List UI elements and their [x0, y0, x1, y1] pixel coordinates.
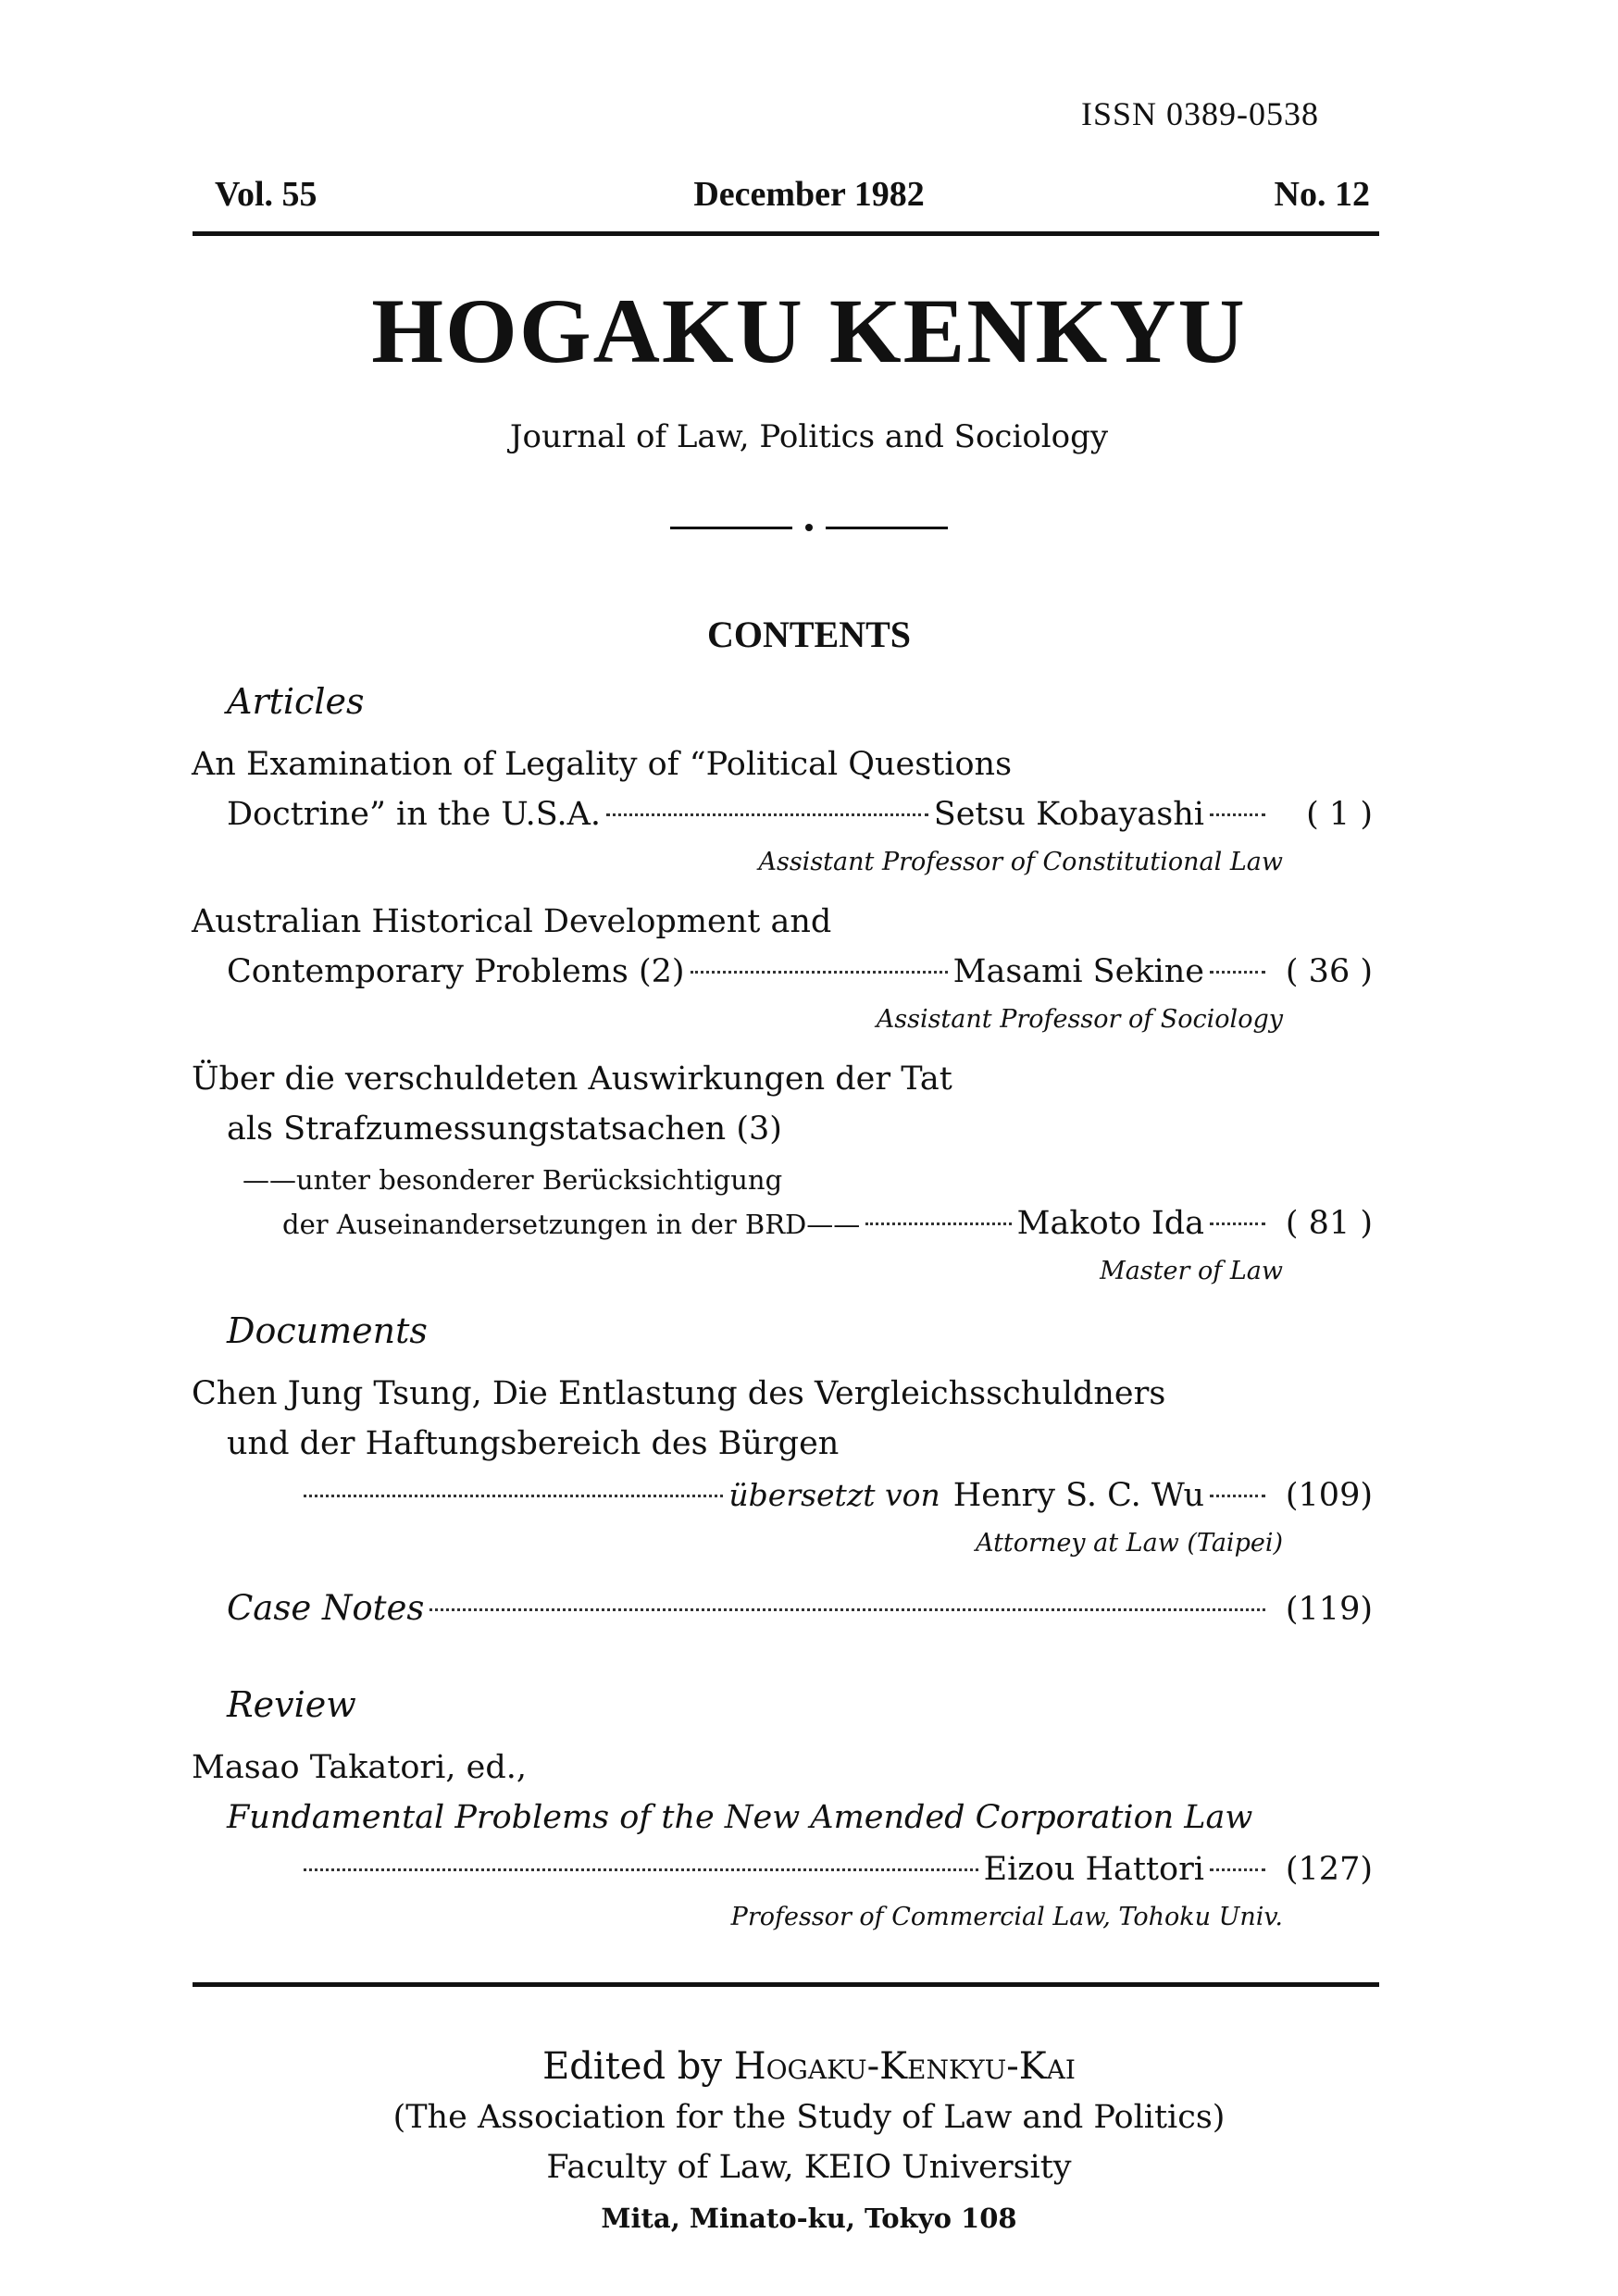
document-author: Henry S. C. Wu	[952, 1477, 1204, 1514]
article-2-page: ( 36 )	[1285, 953, 1373, 990]
edited-by-line	[0, 2045, 1618, 2088]
article-3-entry	[282, 1205, 1373, 1242]
review-affiliation: Professor of Commercial Law, Tohoku Univ.	[730, 1903, 1283, 1931]
society-name: Hogaku-Kenkyu-Kai	[733, 2045, 1076, 2088]
dot-leader	[1210, 1495, 1265, 1497]
article-3-subtitle-line1: ——unter besonderer Berücksichtigung	[243, 1164, 783, 1196]
volume: Vol. 55	[215, 175, 317, 214]
article-3-title-line2: als Strafzumessungstatsachen (3)	[227, 1111, 782, 1148]
review-book-title: Fundamental Problems of the New Amended Corporation Law	[227, 1799, 1253, 1836]
dot-leader	[1210, 813, 1265, 816]
document-title-line2: und der Haftungsbereich des Bürgen	[227, 1425, 840, 1462]
case-notes-page: (119)	[1285, 1591, 1373, 1628]
article-2-affiliation: Assistant Professor of Sociology	[876, 1005, 1283, 1034]
journal-title: HOGAKU KENKYU	[371, 279, 1247, 382]
section-review: Review	[227, 1684, 356, 1725]
review-page: (127)	[1285, 1851, 1373, 1888]
article-1-title-line1: An Examination of Legality of “Political Questions	[192, 746, 1013, 783]
review-editor: Masao Takatori, ed.,	[192, 1749, 527, 1786]
article-1-page: ( 1 )	[1306, 796, 1373, 833]
dot-leader	[1210, 1868, 1265, 1871]
dot-leader	[429, 1608, 1265, 1611]
article-1-title-line2: Doctrine” in the U.S.A.	[227, 796, 601, 833]
ornament-line	[826, 527, 948, 529]
dot-leader	[1210, 1222, 1265, 1225]
issn: ISSN 0389-0538	[1081, 95, 1320, 132]
article-3-title-line1: Über die verschuldeten Auswirkungen der Tat	[192, 1061, 952, 1098]
document-affiliation: Attorney at Law (Taipei)	[976, 1529, 1283, 1558]
dot-leader	[865, 1222, 1011, 1225]
article-2-author: Masami Sekine	[952, 953, 1204, 990]
ornament-divider	[0, 518, 1618, 537]
review-entry	[298, 1851, 1373, 1888]
article-1-affiliation: Assistant Professor of Constitutional Law	[758, 848, 1283, 876]
document-page: (109)	[1285, 1477, 1373, 1514]
document-title-line1: Chen Jung Tsung, Die Entlastung des Vergleichsschuldners	[192, 1375, 1166, 1412]
article-1-author: Setsu Kobayashi	[933, 796, 1204, 833]
section-articles: Articles	[227, 681, 365, 722]
section-documents: Documents	[227, 1310, 428, 1351]
article-3-author: Makoto Ida	[1016, 1205, 1204, 1242]
journal-subtitle: Journal of Law, Politics and Sociology	[509, 418, 1109, 455]
ornament-dot	[805, 524, 813, 531]
article-1-entry	[227, 796, 1373, 833]
dot-leader	[1210, 971, 1265, 974]
article-3-subtitle-line2: der Auseinandersetzungen in der BRD——	[282, 1209, 861, 1240]
dot-leader	[304, 1495, 723, 1497]
case-notes-entry	[227, 1588, 1373, 1628]
contents-heading: CONTENTS	[706, 614, 912, 655]
address: Mita, Minato-ku, Tokyo 108	[601, 2203, 1017, 2234]
dot-leader	[691, 971, 948, 974]
article-3-affiliation: Master of Law	[1100, 1257, 1283, 1285]
association-name: (The Association for the Study of Law and Politics)	[392, 2099, 1226, 2136]
article-2-title-line2: Contemporary Problems (2)	[227, 953, 685, 990]
section-case-notes: Case Notes	[227, 1588, 425, 1628]
dot-leader	[606, 813, 928, 816]
review-author: Eizou Hattori	[983, 1851, 1204, 1888]
top-rule	[193, 231, 1379, 236]
bottom-rule	[193, 1982, 1379, 1987]
ornament-line	[670, 527, 792, 529]
article-2-title-line1: Australian Historical Development and	[192, 903, 832, 940]
dot-leader	[304, 1868, 978, 1871]
faculty-name: Faculty of Law, KEIO University	[546, 2149, 1072, 2186]
document-translated-by: übersetzt von	[728, 1477, 940, 1513]
issue-date: December 1982	[693, 175, 925, 214]
article-3-page: ( 81 )	[1285, 1205, 1373, 1242]
article-2-entry	[227, 953, 1373, 990]
document-entry	[298, 1477, 1373, 1514]
edited-by-label: Edited by	[542, 2045, 722, 2088]
issue-number: No. 12	[1274, 175, 1370, 214]
